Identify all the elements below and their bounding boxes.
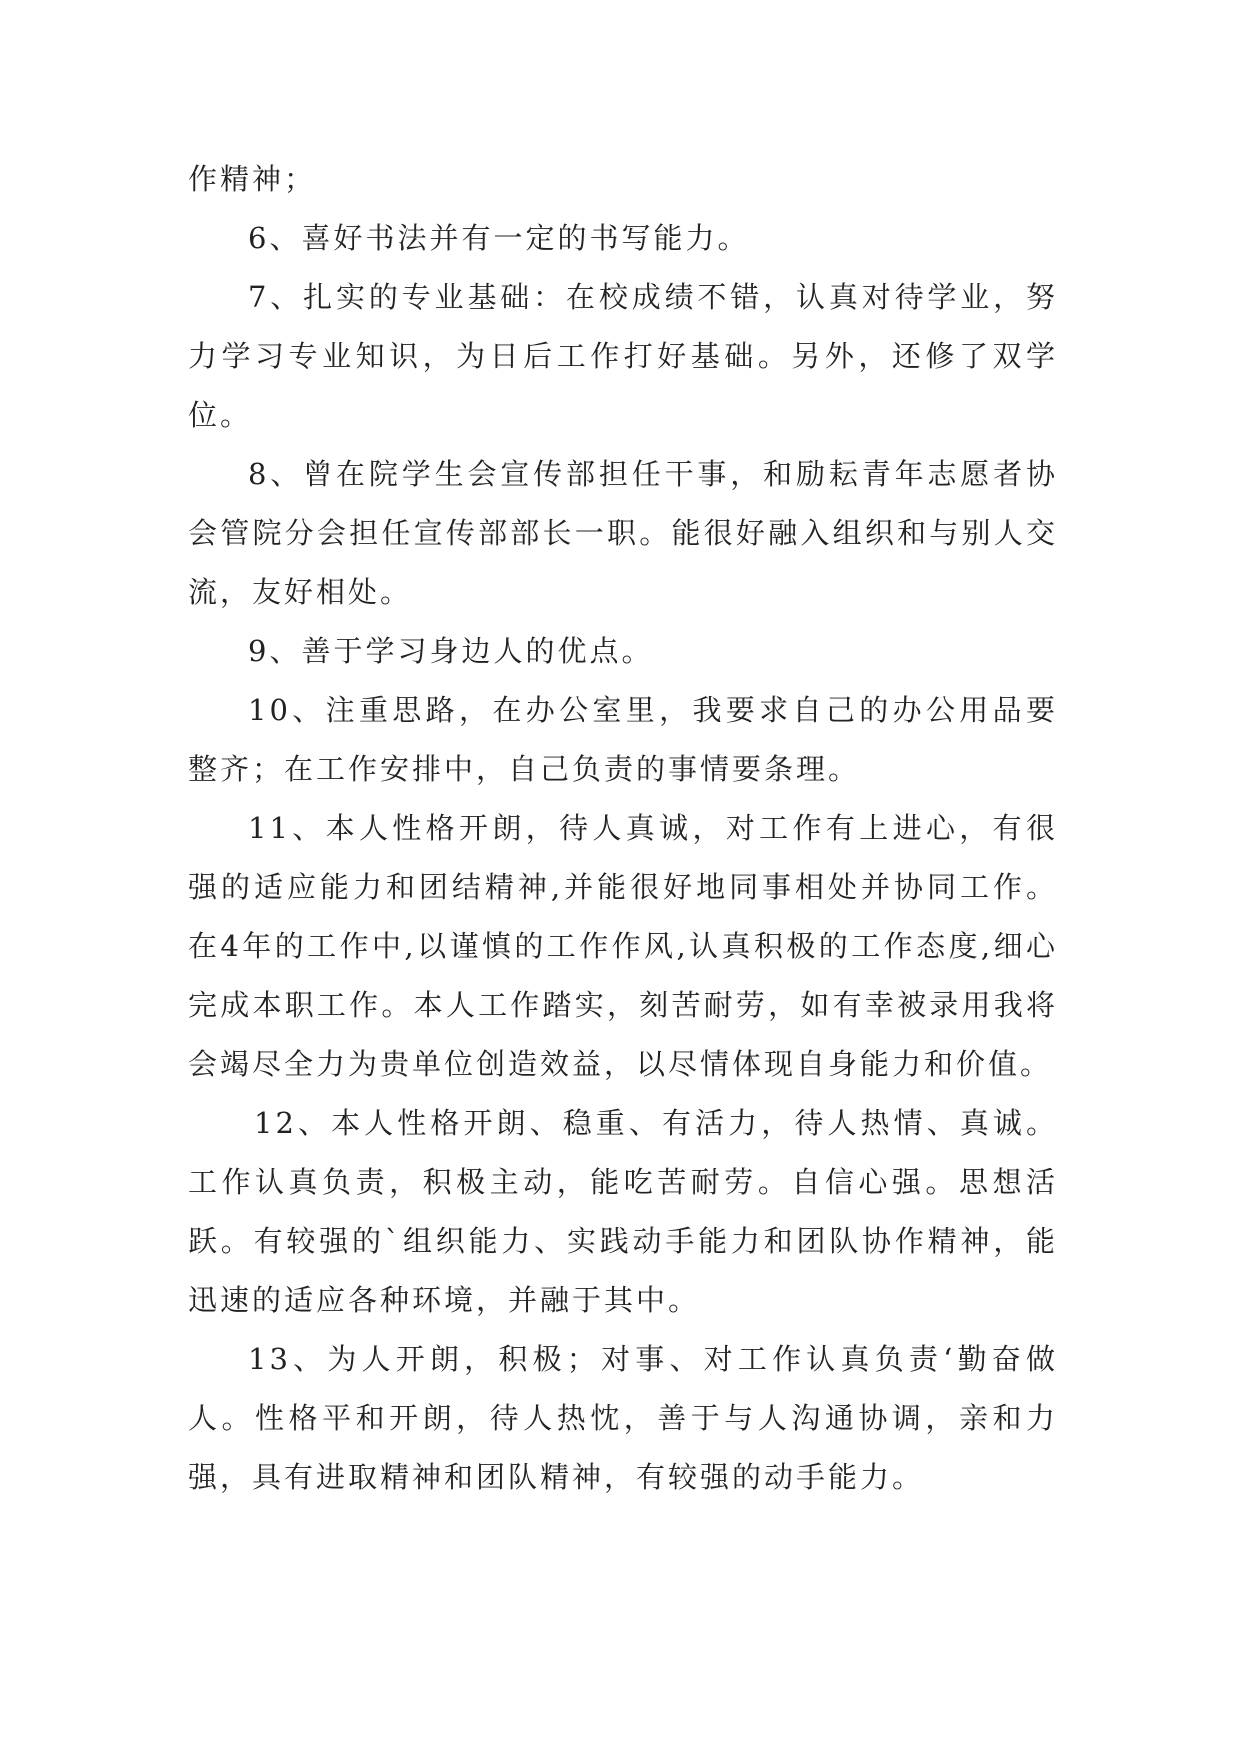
paragraph-item-8: 8、曾在院学生会宣传部担任干事，和励耘青年志愿者协会管院分会担任宣传部部长一职。能很好融入组织和与别人交流，友好相处。 [188,457,1058,609]
paragraph-item-12: 12、本人性格开朗、稳重、有活力，待人热情、真诚。工作认真负责，积极主动，能吃苦耐劳。自信心强。思想活跃。有较强的`组织能力、实践动手能力和团队协作精神，能迅速的适应各种环境，并融于其中。 [188,1106,1058,1317]
paragraph-item-7: 7、扎实的专业基础：在校成绩不错，认真对待学业，努力学习专业知识，为日后工作打好基础。另外，还修了双学位。 [188,280,1058,432]
paragraph-item-10: 10、注重思路，在办公室里，我要求自己的办公用品要整齐；在工作安排中，自己负责的事情要条理。 [188,693,1058,786]
paragraph-item-6: 6、喜好书法并有一定的书写能力。 [248,221,750,255]
paragraph-item-13: 13、为人开朗，积极；对事、对工作认真负责‘勤奋做人。性格平和开朗，待人热忱，善于与人沟通协调，亲和力强，具有进取精神和团队精神，有较强的动手能力。 [188,1342,1058,1494]
document-body [188,150,1058,1507]
paragraph-item-11: 11、本人性格开朗，待人真诚，对工作有上进心，有很强的适应能力和团结精神,并能很好地同事相处并协同工作。在4年的工作中,以谨慎的工作作风,认真积极的工作态度,细心完成本职工作。本人工作踏实，刻苦耐劳，如有幸被录用我将会竭尽全力为贵单位创造效益，以尽情体现自身能力和价值。 [188,811,1058,1081]
paragraph-item-9: 9、善于学习身边人的优点。 [248,634,654,668]
paragraph-continuation: 作精神； [188,162,317,196]
